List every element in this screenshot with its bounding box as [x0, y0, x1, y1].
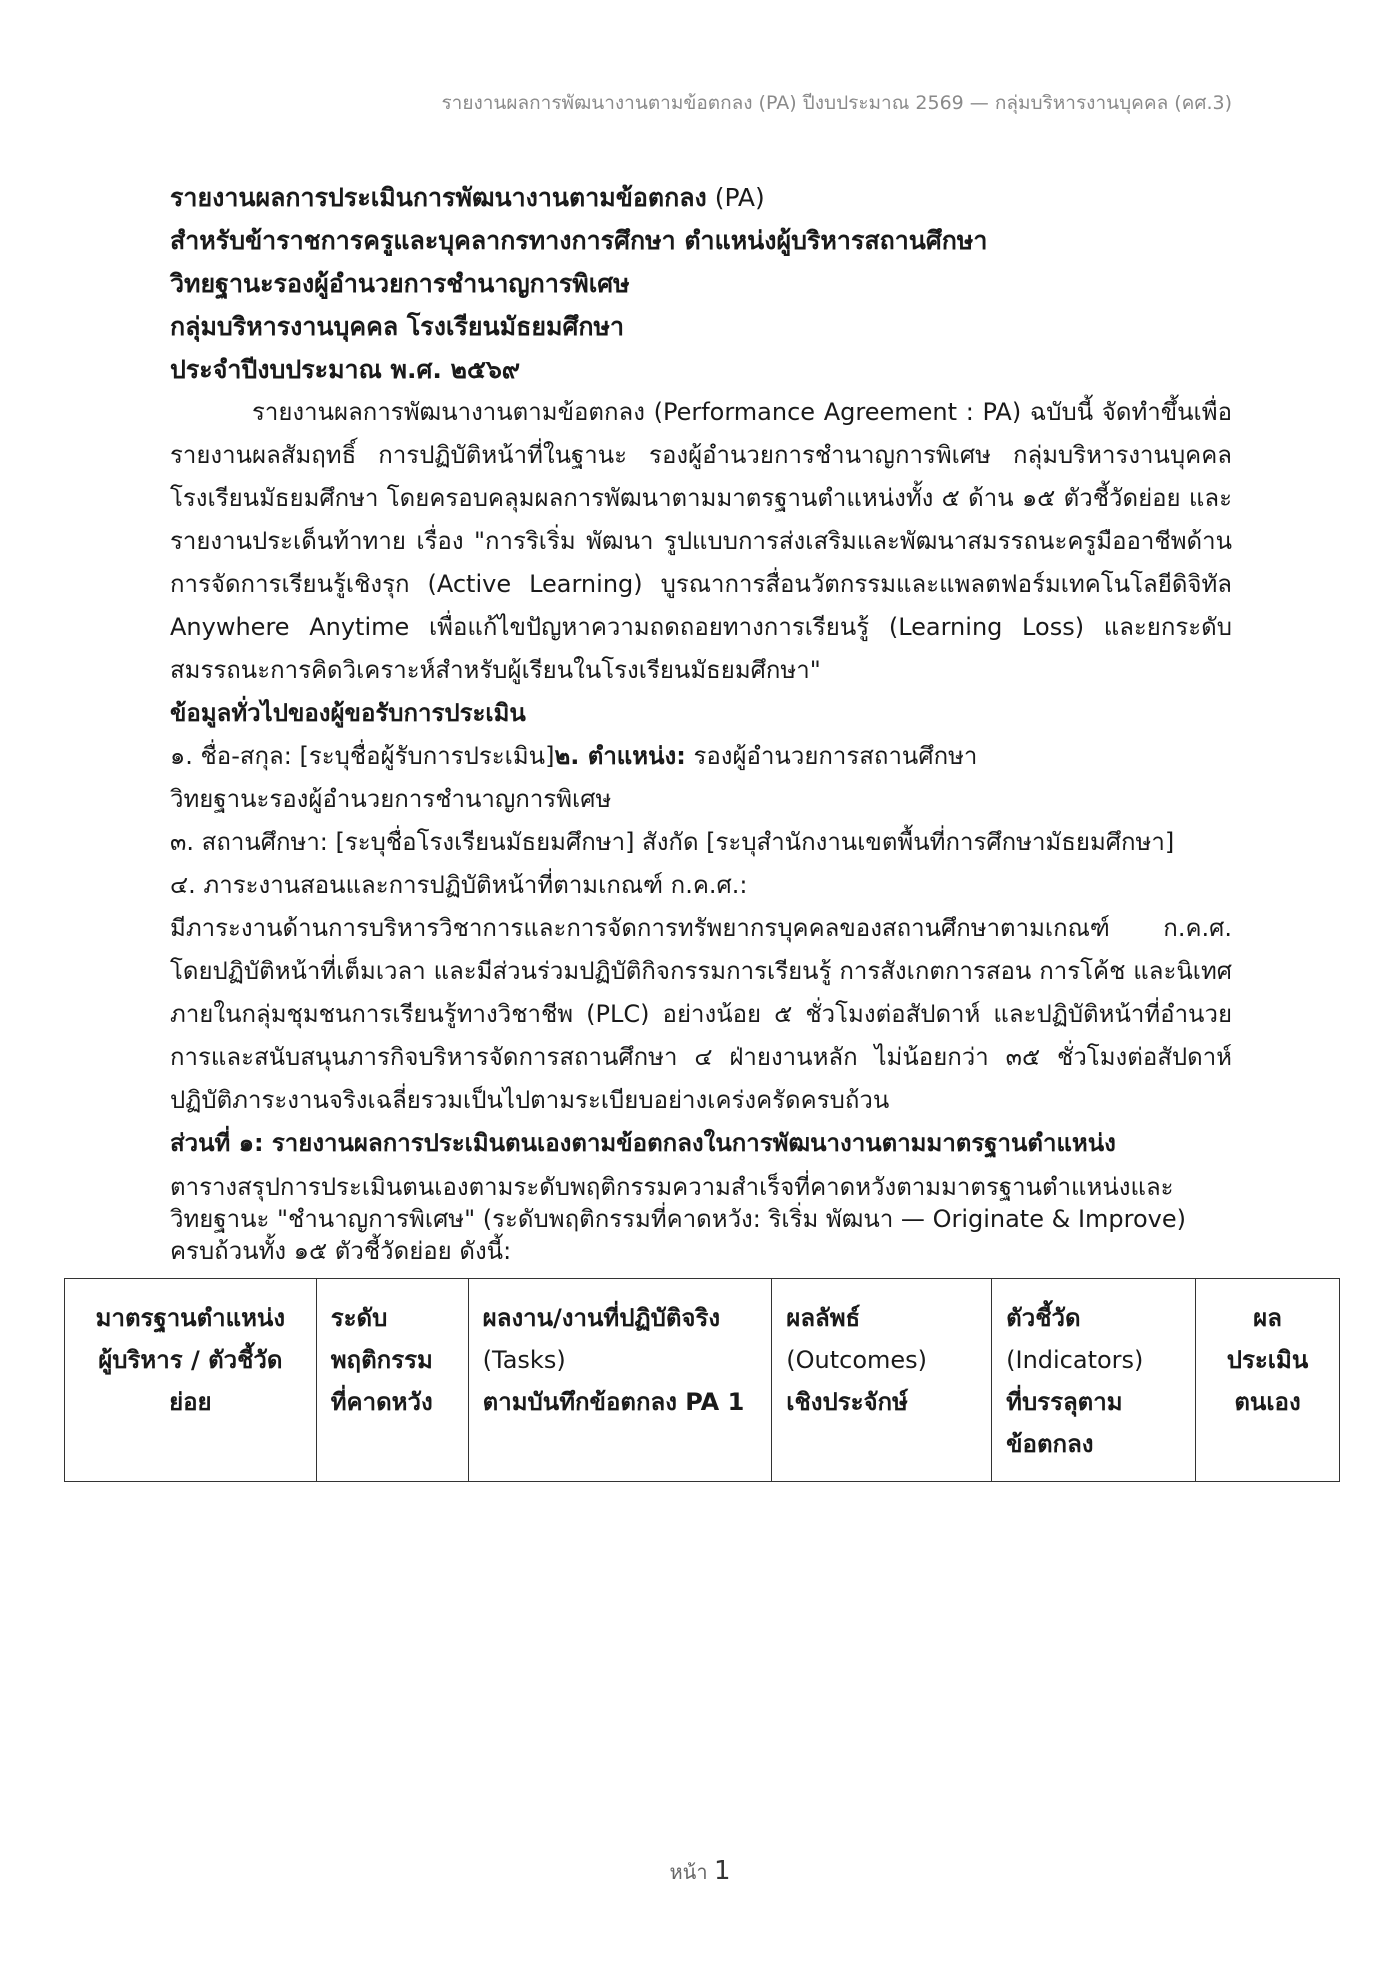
info-item-workload-label: ๔. ภาระงานสอนและการปฏิบัติหน้าที่ตามเกณฑ์ ก.ค.ศ.: — [170, 871, 748, 899]
table-header-row — [65, 1279, 1340, 1482]
report-title: รายงานผลการประเมินการพัฒนางานตามข้อตกลง (PA) — [170, 183, 765, 212]
col-header-standard: มาตรฐานตำแหน่ง ผู้บริหาร / ตัวชี้วัด ย่อย — [65, 1279, 317, 1482]
report-subtitle-fiscal-year: ประจำปีงบประมาณ พ.ศ. ๒๕๖๙ — [170, 355, 521, 384]
part1-heading: ส่วนที่ ๑: รายงานผลการประเมินตนเองตามข้อตกลงในการพัฒนางานตามมาตรฐานตำแหน่ง — [170, 1129, 1116, 1157]
page-footer — [0, 1856, 1400, 1888]
document-body — [170, 176, 1232, 1267]
info-item-school: ๓. สถานศึกษา: [ระบุชื่อโรงเรียนมัธยมศึกษา] สังกัด [ระบุสำนักงานเขตพื้นที่การศึกษามัธยมศึกษา] — [170, 828, 1175, 856]
report-subtitle-department: กลุ่มบริหารงานบุคคล โรงเรียนมัธยมศึกษา — [170, 312, 625, 341]
col-header-outcomes: ผลลัพธ์ (Outcomes) เชิงประจักษ์ — [772, 1279, 992, 1482]
part1-description: ตารางสรุปการประเมินตนเองตามระดับพฤติกรรมความสำเร็จที่คาดหวังตามมาตรฐานตำแหน่งและวิทยฐานะ "ชำนาญการพิเศษ" (ระดับพฤติกรรมที่คาดหวัง: ริเริ่ม พัฒนา — Originate & Improve) ครบถ้วนทั้ง ๑๕ ตัวชี้วัดย่อย ดังนี้: — [170, 1173, 1187, 1265]
info-item-name-position: ๑. ชื่อ-สกุล: [ระบุชื่อผู้รับการประเมิน]๒. ตำแหน่ง: รองผู้อำนวยการสถานศึกษา — [170, 742, 978, 770]
col-header-self-assessment: ผล ประเมิน ตนเอง — [1196, 1279, 1340, 1482]
info-item-rank: วิทยฐานะรองผู้อำนวยการชำนาญการพิเศษ — [170, 785, 612, 813]
report-subtitle-position: สำหรับข้าราชการครูและบุคลากรทางการศึกษา ตำแหน่งผู้บริหารสถานศึกษา — [170, 226, 988, 255]
page-label: หน้า — [669, 1860, 708, 1884]
pa-summary-table — [64, 1278, 1340, 1482]
info-item-workload-text: มีภาระงานด้านการบริหารวิชาการและการจัดการทรัพยากรบุคคลของสถานศึกษาตามเกณฑ์ ก.ค.ศ. โดยปฏิบัติหน้าที่เต็มเวลา และมีส่วนร่วมปฏิบัติกิจกรรมการเรียนรู้ การสังเกตการสอน การโค้ช และนิเทศภายในกลุ่มชุมชนการเรียนรู้ทางวิชาชีพ (PLC) อย่างน้อย ๕ ชั่วโมงต่อสัปดาห์ และปฏิบัติหน้าที่อำนวยการและสนับสนุนภารกิจบริหารจัดการสถานศึกษา ๔ ฝ่ายงานหลัก ไม่น้อยกว่า ๓๕ ชั่วโมงต่อสัปดาห์ ปฏิบัติภาระงานจริงเฉลี่ยรวมเป็นไปตามระเบียบอย่างเคร่งครัดครบถ้วน — [170, 914, 1232, 1114]
col-header-indicators: ตัวชี้วัด (Indicators) ที่บรรลุตาม ข้อตกลง — [992, 1279, 1196, 1482]
running-header: รายงานผลการพัฒนางานตามข้อตกลง (PA) ปีงบประมาณ 2569 — กลุ่มบริหารงานบุคคล (คศ.3) — [441, 92, 1232, 114]
col-header-tasks: ผลงาน/งานที่ปฏิบัติจริง (Tasks) ตามบันทึกข้อตกลง PA 1 — [468, 1279, 772, 1482]
col-header-expected-level: ระดับ พฤติกรรม ที่คาดหวัง — [316, 1279, 468, 1482]
intro-paragraph: รายงานผลการพัฒนางานตามข้อตกลง (Performance Agreement : PA) ฉบับนี้ จัดทำขึ้นเพื่อรายงานผลสัมฤทธิ์ การปฏิบัติหน้าที่ในฐานะ รองผู้อำนวยการชำนาญการพิเศษ กลุ่มบริหารงานบุคคล โรงเรียนมัธยมศึกษา โดยครอบคลุมผลการพัฒนาตามมาตรฐานตำแหน่งทั้ง ๕ ด้าน ๑๕ ตัวชี้วัดย่อย และรายงานประเด็นท้าทาย เรื่อง "การริเริ่ม พัฒนา รูปแบบการส่งเสริมและพัฒนาสมรรถนะครูมืออาชีพด้านการจัดการเรียนรู้เชิงรุก (Active Learning) บูรณาการสื่อนวัตกรรมและแพลตฟอร์มเทคโนโลยีดิจิทัล Anywhere Anytime เพื่อแก้ไขปัญหาความถดถอยทางการเรียนรู้ (Learning Loss) และยกระดับสมรรถนะการคิดวิเคราะห์สำหรับผู้เรียนในโรงเรียนมัธยมศึกษา" — [170, 398, 1232, 684]
report-subtitle-rank: วิทยฐานะรองผู้อำนวยการชำนาญการพิเศษ — [170, 269, 630, 298]
page-number: 1 — [713, 1856, 731, 1886]
general-info-heading: ข้อมูลทั่วไปของผู้ขอรับการประเมิน — [170, 699, 526, 727]
